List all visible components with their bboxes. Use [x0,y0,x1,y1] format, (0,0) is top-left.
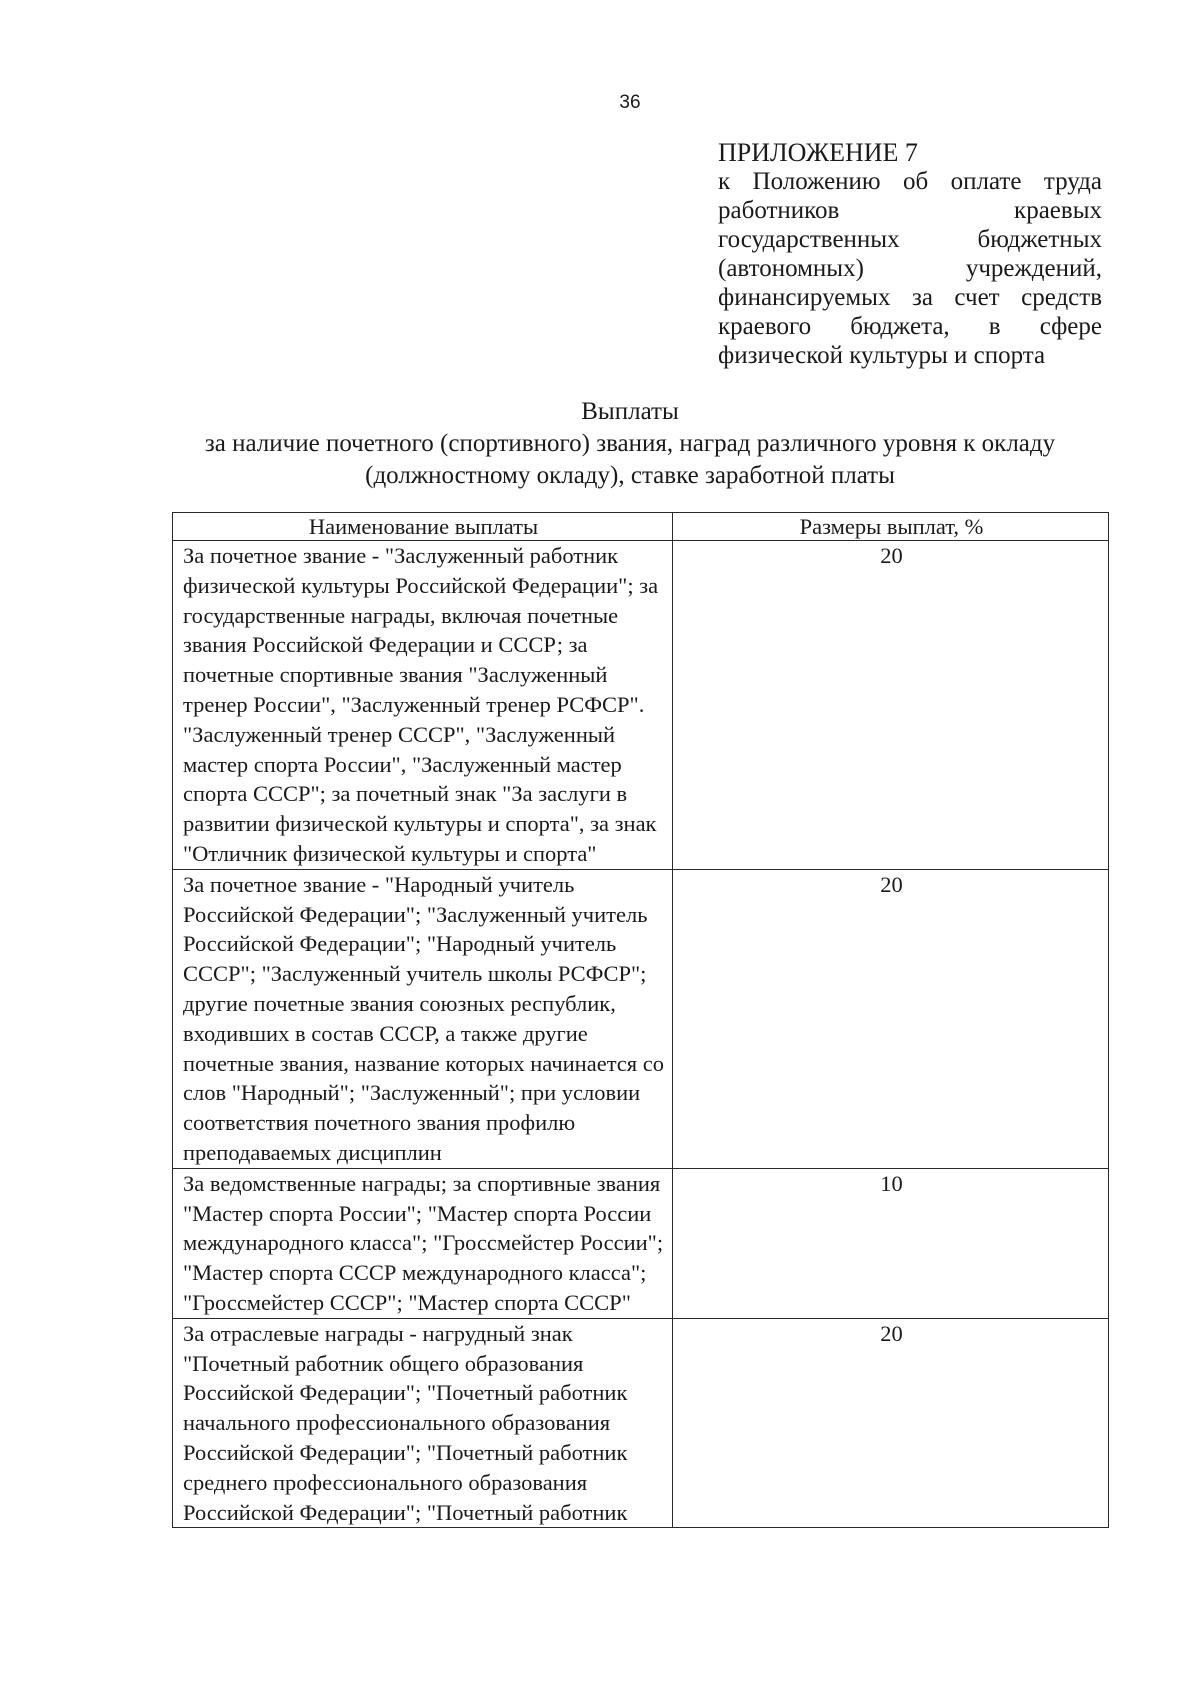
heading-title: Выплаты [581,398,679,425]
appendix-block [718,138,1102,370]
row-name-cell: За почетное звание - "Народный учитель Российской Федерации"; "Заслуженный учитель Российской Федерации"; "Народный учитель СССР"; "Заслуженный учитель школы РСФСР"; другие почетные звания союзных республик, входивших в состав СССР, а также другие почетные звания, название которых начинается со слов "Народный"; "Заслуженный"; при условии соответствия почетного звания профилю преподаваемых дисциплин [173,869,673,1168]
heading-subtitle: за наличие почетного (спортивного) звания, наград различного уровня к окладу (должностному окладу), ставке заработной платы [204,430,1056,489]
row-name-cell: За отраслевые награды - нагрудный знак "Почетный работник общего образования Российской Федерации"; "Почетный работник начального профессионального образования Российской Федерации"; "Почетный работник среднего профессионального образования Российской Федерации"; "Почетный работник [173,1318,673,1528]
table-row [173,1318,1109,1528]
header-name: Наименование выплаты [173,513,673,541]
row-value-cell: 20 [673,541,1109,870]
row-value-cell: 20 [673,1318,1109,1528]
row-name-cell: За ведомственные награды; за спортивные звания "Мастер спорта России"; "Мастер спорта России международного класса"; "Гроссмейстер России"; "Мастер спорта СССР международного класса"; "Гроссмейстер СССР"; "Мастер спорта СССР" [173,1168,673,1318]
payments-table [172,512,1109,1528]
row-value-cell: 20 [673,869,1109,1168]
row-value-cell: 10 [673,1168,1109,1318]
table-row [173,1168,1109,1318]
table-header-row [173,513,1109,541]
table-row [173,869,1109,1168]
page-number: 36 [619,92,641,113]
header-value: Размеры выплат, % [673,513,1109,541]
appendix-text: к Положению об оплате труда работников краевых государственных бюджетных (автономных) учреждений, финансируемых за счет средств краевого бюджета, в сфере физической культуры и спорта [718,168,1102,369]
table-row [173,541,1109,870]
row-name-cell: За почетное звание - "Заслуженный работник физической культуры Российской Федерации"; за государственные награды, включая почетные звания Российской Федерации и СССР; за почетные спортивные звания "Заслуженный тренер России", "Заслуженный тренер РСФСР". "Заслуженный тренер СССР", "Заслуженный мастер спорта России", "Заслуженный мастер спорта СССР"; за почетный знак "За заслуги в развитии физической культуры и спорта", за знак "Отличник физической культуры и спорта" [173,541,673,870]
appendix-title: ПРИЛОЖЕНИЕ 7 [718,138,918,167]
document-heading [120,396,1140,492]
